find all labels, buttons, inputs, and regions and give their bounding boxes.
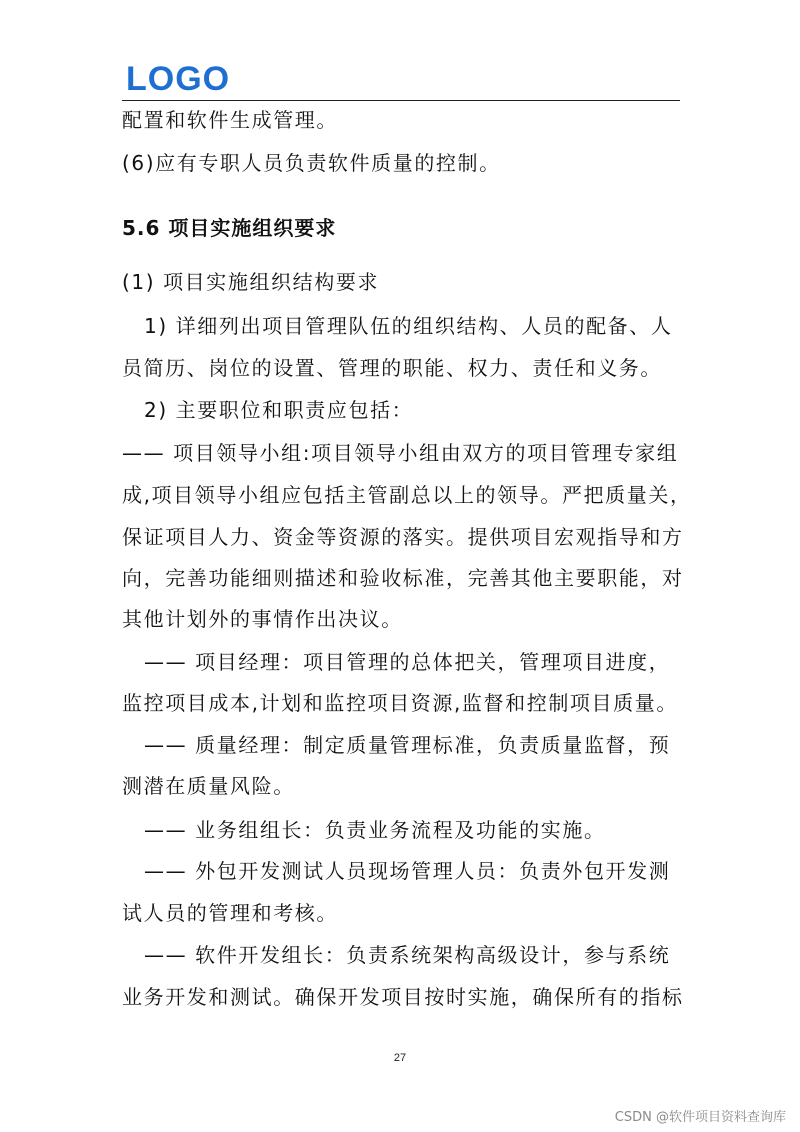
body-line: 向，完善功能细则描述和验收标准，完善其他主要职能，对 [122,566,684,590]
body-line: 保证项目人力、资金等资源的落实。提供项目宏观指导和方 [122,525,684,549]
body-line: (6)应有专职人员负责软件质量的控制。 [122,151,501,175]
page-number: 27 [393,1052,407,1064]
body-line: 1) 详细列出项目管理队伍的组织结构、人员的配备、人 [144,314,673,338]
body-line: —— 项目领导小组:项目领导小组由双方的项目管理专家组 [122,441,679,465]
logo: LOGO [126,60,231,98]
body-line: 成,项目领导小组应包括主管副总以上的领导。严把质量关， [122,483,692,507]
body-line: —— 业务组组长：负责业务流程及功能的实施。 [144,818,606,842]
body-line: —— 软件开发组长：负责系统架构高级设计，参与系统 [144,943,671,967]
section-heading: 5.6 项目实施组织要求 [122,216,337,240]
watermark: CSDN @软件项目资料查询库 [614,1110,786,1125]
body-line: 试人员的管理和考核。 [122,901,338,925]
body-line: 监控项目成本,计划和监控项目资源,监督和控制项目质量。 [122,691,678,715]
body-line: —— 外包开发测试人员现场管理人员：负责外包开发测 [144,859,671,883]
page-header [122,62,680,101]
body-line: (1) 项目实施组织结构要求 [122,270,380,294]
body-line: 员简历、岗位的设置、管理的职能、权力、责任和义务。 [122,356,662,380]
body-line: 2) 主要职位和职责应包括： [144,398,414,422]
body-line: 测潜在质量风险。 [122,774,295,798]
body-line: 其他计划外的事情作出决议。 [122,607,403,631]
body-line: —— 项目经理：项目管理的总体把关，管理项目进度， [144,650,671,674]
body-line: —— 质量经理：制定质量管理标准，负责质量监督，预 [144,733,671,757]
body-line: 配置和软件生成管理。 [122,108,338,132]
body-line: 业务开发和测试。确保开发项目按时实施，确保所有的指标 [122,985,684,1009]
